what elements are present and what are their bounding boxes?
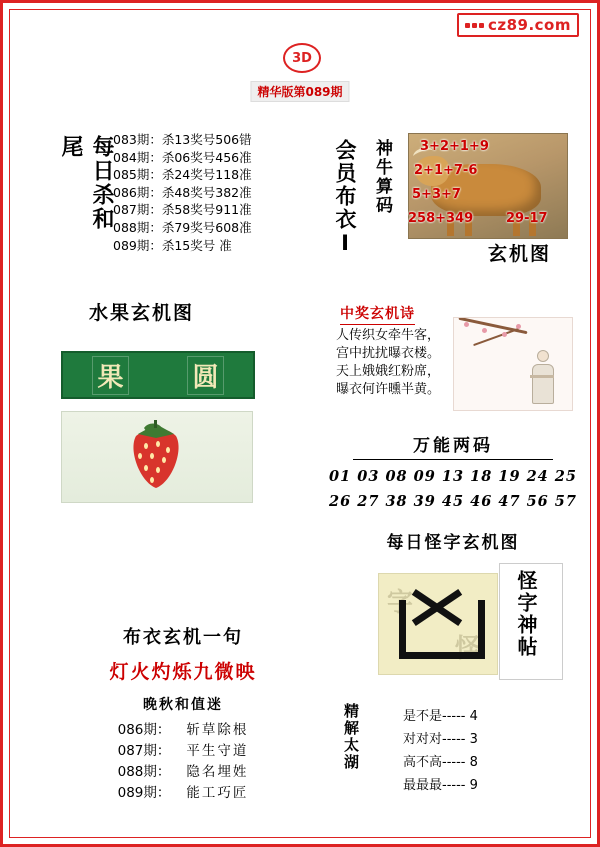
buyi-subtitle: 晚秋和值迷 (143, 697, 223, 713)
wanneng-block (328, 431, 578, 553)
wanneng-row-1: 01 03 08 09 13 18 19 24 25 (329, 468, 577, 485)
list-item (403, 728, 478, 751)
buyi-row-index: 086期： (117, 722, 171, 738)
daily-kill-title: 每日杀和尾 (58, 135, 114, 231)
wanneng-row-2: 26 27 38 39 45 46 47 56 57 (329, 493, 577, 510)
guaizi-vertical-text: 怪字神帖 (514, 570, 538, 658)
wanneng-title: 万能两码 (353, 431, 553, 460)
taihu-title: 精解太湖 (342, 703, 360, 771)
buyi-row-index: 088期： (117, 764, 171, 780)
blossom-icon (516, 324, 521, 329)
buyi-title: 布衣玄机一句 (123, 627, 243, 648)
list-item (403, 774, 478, 797)
formula-3: 5+3+7 (412, 187, 461, 202)
emblem-label: 3D (283, 43, 321, 73)
faint-char: 字 (387, 588, 414, 618)
buyi-row-value: 隐名埋姓 (186, 764, 249, 780)
buyi-row-value: 能工巧匠 (186, 785, 249, 801)
daily-kill-block (55, 131, 305, 256)
list-item (58, 762, 308, 783)
taihu-row-number: 9 (469, 778, 478, 793)
list-item (58, 720, 308, 741)
taihu-row-number: 4 (469, 709, 478, 724)
formula-1: 3+2+1+9 (420, 139, 489, 154)
list-item: 084期：杀06奖号456准 (113, 149, 252, 165)
list-item (58, 741, 308, 762)
poem-lines (336, 327, 440, 399)
blossom-icon (502, 332, 507, 337)
buyi-row-index: 089期： (117, 785, 171, 801)
daily-kill-list (113, 131, 252, 254)
poem-line: 人传织女牵牛客， (336, 328, 441, 343)
taihu-row-text: 高不高----- (403, 755, 466, 770)
poem-line: 宫中扰扰曝衣楼。 (336, 346, 441, 361)
site-logo[interactable] (457, 13, 579, 37)
member-subtitle: 神牛算码 (372, 139, 392, 215)
list-item: 088期：杀79奖号608准 (113, 219, 252, 235)
list-item: 089期：杀15奖号 准 (113, 237, 232, 253)
fruit-banner-char-right: 圆 (187, 356, 223, 395)
formula-5: 29-17 (506, 211, 548, 226)
poem-title: 中奖玄机诗 (340, 303, 415, 325)
strawberry-icon (114, 420, 200, 494)
logo-text: cz89.com (487, 16, 571, 34)
branch-shape (473, 328, 519, 346)
list-item (403, 705, 478, 728)
poem-block (328, 303, 573, 418)
list-item: 085期：杀24奖号118准 (113, 167, 252, 183)
lady-figure-icon (530, 350, 554, 404)
member-image-label: 玄机图 (488, 243, 552, 265)
taihu-row-number: 8 (469, 755, 478, 770)
guaizi-white-image (499, 563, 563, 680)
list-item: 086期：杀48奖号382准 (113, 184, 252, 200)
list-item: 083期：杀13奖号506错 (113, 132, 252, 147)
buyi-row-value: 平生守道 (186, 743, 249, 759)
taihu-row-text: 最最最----- (403, 778, 466, 793)
fruit-image (61, 411, 253, 503)
blossom-icon (482, 328, 487, 333)
poem-line: 天上娥娥红粉席， (336, 364, 441, 379)
poem-line: 曝衣何许曛半黄。 (336, 382, 441, 397)
buyi-list (58, 720, 308, 804)
taihu-row-text: 是不是----- (403, 709, 466, 724)
buyi-block (58, 623, 308, 804)
list-item (403, 751, 478, 774)
taihu-row-text: 对对对----- (403, 732, 466, 747)
buyi-row-index: 087期： (117, 743, 171, 759)
list-item (58, 783, 308, 804)
formula-2: 2+1+7-6 (414, 163, 478, 178)
buyi-row-value: 斩草除根 (186, 722, 249, 738)
fruit-section-title: 水果玄机图 (89, 302, 195, 324)
taihu-block (333, 703, 573, 813)
guaizi-images (378, 563, 563, 678)
fruit-banner (61, 351, 255, 399)
poem-illustration (453, 317, 573, 411)
taihu-row-number: 3 (469, 732, 478, 747)
buyi-red-line: 灯火灼烁九微映 (109, 661, 257, 683)
member-block (328, 133, 568, 281)
faint-char: 怪 (455, 634, 482, 664)
lottery-emblem-icon (283, 43, 317, 73)
list-item: 087期：杀58奖号911准 (113, 202, 252, 218)
taihu-list (403, 705, 478, 797)
member-title: 会员布衣Ⅰ (333, 139, 357, 257)
blossom-icon (464, 322, 469, 327)
guaizi-section-title: 每日怪字玄机图 (386, 533, 520, 553)
formula-4: 258+349 (408, 211, 474, 226)
guaizi-yellow-image (378, 573, 498, 675)
fruit-banner-char-left: 果 (92, 356, 128, 395)
issue-label: 精华版第089期 (250, 81, 349, 102)
logo-dots-icon (465, 23, 484, 28)
